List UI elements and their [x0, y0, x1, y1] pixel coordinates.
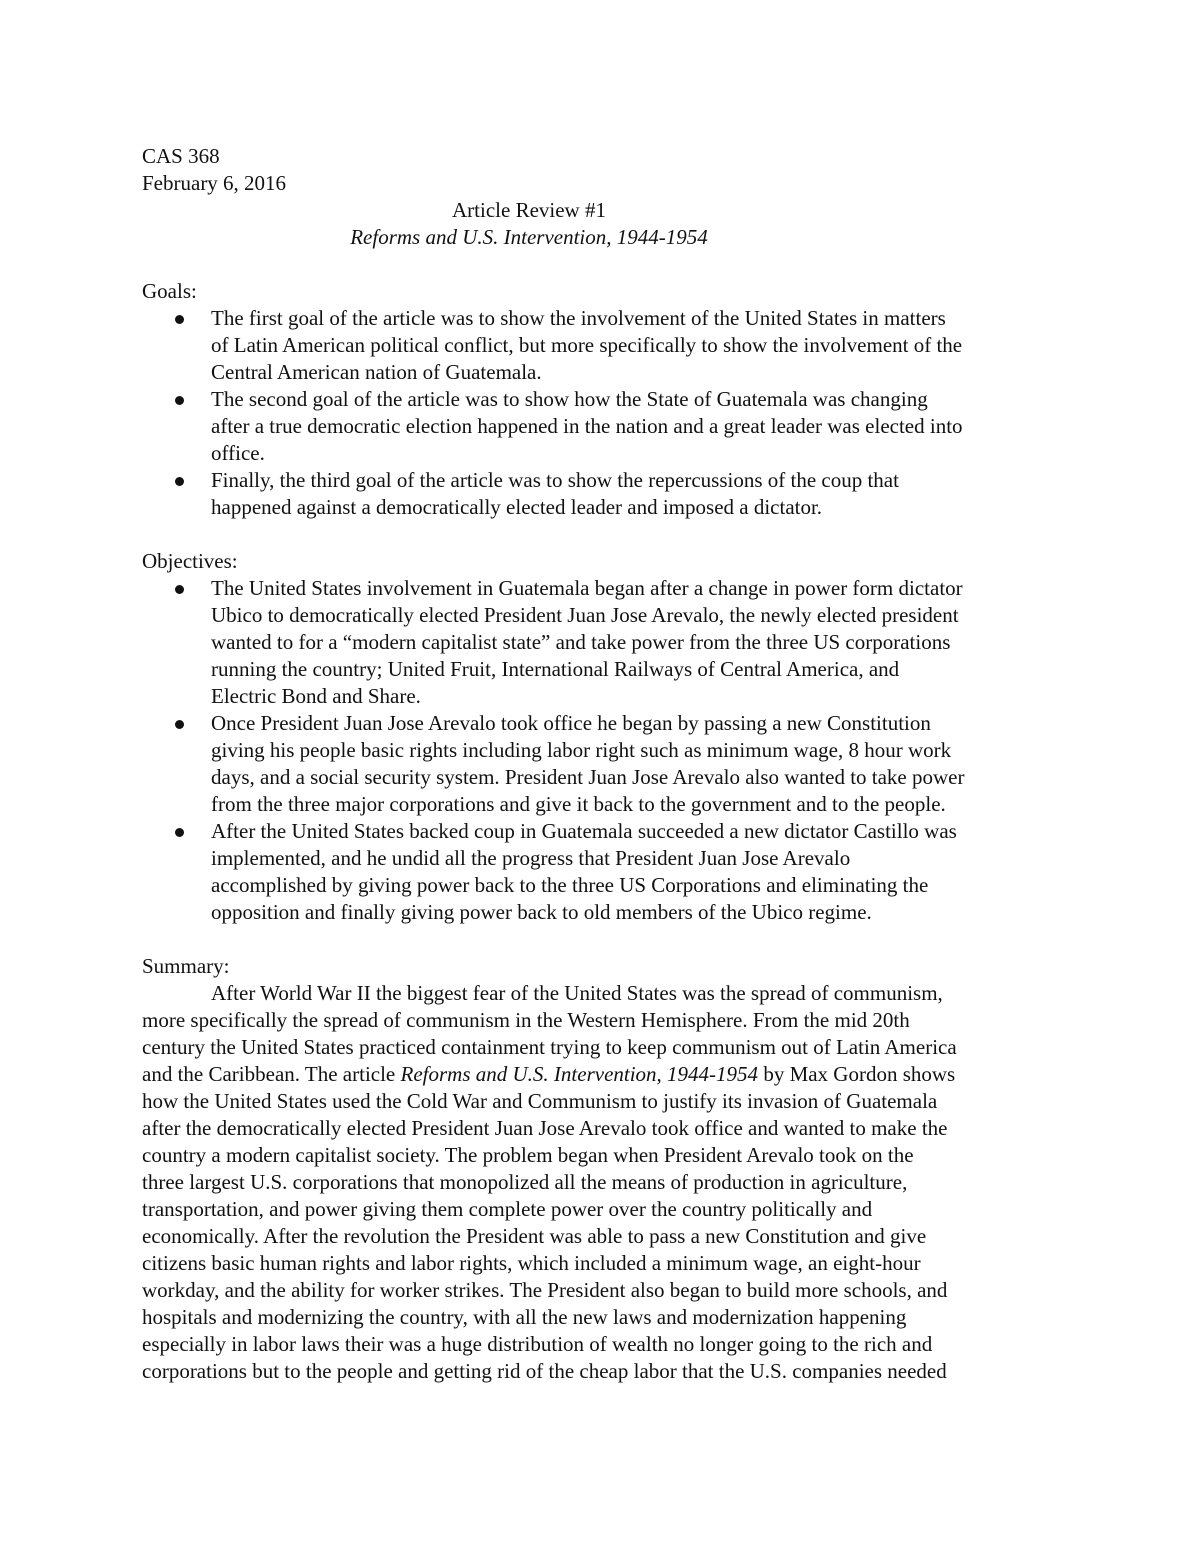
- document-title: Article Review #1: [452, 198, 606, 222]
- summary-line: After World War II the biggest fear of the United States was the spread of communism,: [211, 981, 943, 1005]
- objective-line: accomplished by giving power back to the three US Corporations and eliminating the: [211, 873, 929, 897]
- goals-heading: Goals:: [142, 279, 197, 303]
- goal-line: The first goal of the article was to show the involvement of the United States in matters: [211, 306, 946, 330]
- summary-line: after the democratically elected President Juan Jose Arevalo took office and wanted to make the: [142, 1116, 948, 1140]
- summary-line: citizens basic human rights and labor rights, which included a minimum wage, an eight-hour: [142, 1251, 921, 1275]
- goal-item: [142, 467, 1062, 521]
- goal-line: after a true democratic election happened in the nation and a great leader was elected into: [211, 414, 963, 438]
- document-subtitle: Reforms and U.S. Intervention, 1944-1954: [350, 225, 708, 249]
- objective-line: from the three major corporations and give it back to the government and to the people.: [211, 792, 946, 816]
- objective-line: After the United States backed coup in Guatemala succeeded a new dictator Castillo was: [211, 819, 957, 843]
- summary-paragraph: [142, 980, 1062, 1385]
- objective-line: opposition and finally giving power back to old members of the Ubico regime.: [211, 900, 872, 924]
- goal-line: happened against a democratically elected leader and imposed a dictator.: [211, 495, 823, 519]
- objectives-heading: Objectives:: [142, 549, 238, 573]
- summary-line: corporations but to the people and getting rid of the cheap labor that the U.S. companies needed: [142, 1359, 947, 1383]
- bullet-icon: [175, 585, 184, 594]
- objective-line: The United States involvement in Guatemala began after a change in power form dictator: [211, 576, 963, 600]
- document-date: February 6, 2016: [142, 171, 287, 195]
- summary-line: how the United States used the Cold War and Communism to justify its invasion of Guatemala: [142, 1089, 938, 1113]
- bullet-icon: [175, 315, 184, 324]
- objective-item: [142, 818, 1062, 926]
- goal-item: [142, 386, 1062, 467]
- goal-line: The second goal of the article was to show how the State of Guatemala was changing: [211, 387, 928, 411]
- objective-line: Electric Bond and Share.: [211, 684, 421, 708]
- summary-line: [142, 1061, 1062, 1088]
- objectives-list: [142, 575, 1062, 926]
- document-page: [142, 143, 1062, 1385]
- objective-line: implemented, and he undid all the progress that President Juan Jose Arevalo: [211, 846, 851, 870]
- objective-line: running the country; United Fruit, International Railways of Central America, and: [211, 657, 900, 681]
- objective-line: days, and a social security system. President Juan Jose Arevalo also wanted to take power: [211, 765, 965, 789]
- bullet-icon: [175, 828, 184, 837]
- objective-line: Ubico to democratically elected President Juan Jose Arevalo, the newly elected president: [211, 603, 959, 627]
- objective-line: Once President Juan Jose Arevalo took office he began by passing a new Constitution: [211, 711, 931, 735]
- summary-line: more specifically the spread of communism in the Western Hemisphere. From the mid 20th: [142, 1008, 910, 1032]
- summary-line: economically. After the revolution the President was able to pass a new Constitution and give: [142, 1224, 927, 1248]
- bullet-icon: [175, 720, 184, 729]
- summary-line: hospitals and modernizing the country, with all the new laws and modernization happening: [142, 1305, 907, 1329]
- summary-heading: Summary:: [142, 954, 230, 978]
- summary-line: especially in labor laws their was a huge distribution of wealth no longer going to the rich and: [142, 1332, 933, 1356]
- goal-item: [142, 305, 1062, 386]
- summary-line: country a modern capitalist society. The problem began when President Arevalo took on the: [142, 1143, 914, 1167]
- goal-line: Finally, the third goal of the article was to show the repercussions of the coup that: [211, 468, 899, 492]
- summary-text: and the Caribbean. The article: [142, 1062, 401, 1086]
- bullet-icon: [175, 396, 184, 405]
- objective-item: [142, 575, 1062, 710]
- course-code: CAS 368: [142, 144, 220, 168]
- bullet-icon: [175, 477, 184, 486]
- article-title-citation: Reforms and U.S. Intervention, 1944-1954: [400, 1062, 759, 1086]
- summary-line: workday, and the ability for worker strikes. The President also began to build more schools, and: [142, 1278, 948, 1302]
- objective-item: [142, 710, 1062, 818]
- goal-line: of Latin American political conflict, but more specifically to show the involvement of the: [211, 333, 963, 357]
- objective-line: giving his people basic rights including labor right such as minimum wage, 8 hour work: [211, 738, 952, 762]
- summary-line: transportation, and power giving them complete power over the country politically and: [142, 1197, 873, 1221]
- goal-line: Central American nation of Guatemala.: [211, 360, 542, 384]
- summary-line: three largest U.S. corporations that monopolized all the means of production in agriculture,: [142, 1170, 908, 1194]
- objective-line: wanted to for a “modern capitalist state” and take power from the three US corporations: [211, 630, 951, 654]
- summary-line: century the United States practiced containment trying to keep communism out of Latin America: [142, 1035, 957, 1059]
- summary-text: by Max Gordon shows: [758, 1062, 956, 1086]
- goals-list: [142, 305, 1062, 521]
- goal-line: office.: [211, 441, 265, 465]
